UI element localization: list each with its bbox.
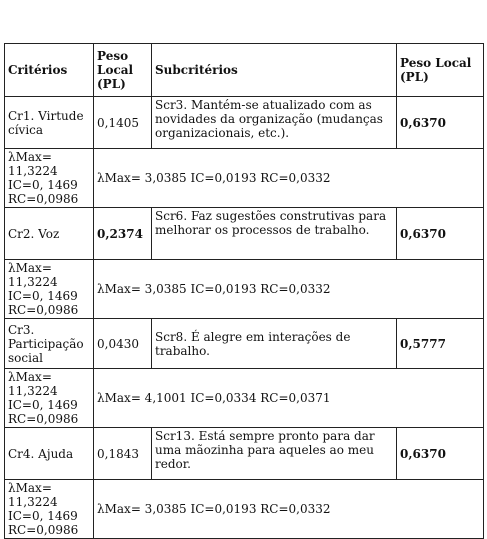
lambda-left-cell: λMax= 11,3224 IC=0, 1469 RC=0,0986 [5, 260, 94, 319]
lambda-row [5, 149, 484, 208]
subcriterio-cell: Scr8. É alegre em interações de trabalho. [152, 319, 397, 369]
criterio-cell: Cr3. Participação social [5, 319, 94, 369]
header-subcriterios: Subcritérios [152, 44, 397, 97]
table-row [5, 319, 484, 369]
peso-cell: 0,1843 [94, 428, 152, 480]
lambda-row [5, 369, 484, 428]
table-row [5, 428, 484, 480]
peso-sub-cell: 0,6370 [397, 208, 484, 260]
lambda-left-cell: λMax= 11,3224 IC=0, 1469 RC=0,0986 [5, 149, 94, 208]
lambda-row [5, 260, 484, 319]
lambda-left-cell: λMax= 11,3224 IC=0, 1469 RC=0,0986 [5, 369, 94, 428]
header-peso-local-sub: Peso Local (PL) [397, 44, 484, 97]
peso-cell: 0,0430 [94, 319, 152, 369]
header-row [5, 44, 484, 97]
table-row [5, 208, 484, 260]
lambda-right-cell: λMax= 3,0385 IC=0,0193 RC=0,0332 [94, 260, 484, 319]
peso-sub-cell: 0,6370 [397, 97, 484, 149]
peso-sub-cell: 0,6370 [397, 428, 484, 480]
peso-cell: 0,2374 [94, 208, 152, 260]
subcriterio-cell: Scr6. Faz sugestões construtivas para melhorar os processos de trabalho. [152, 208, 397, 260]
ahp-table [4, 43, 484, 539]
criterio-cell: Cr1. Virtude cívica [5, 97, 94, 149]
peso-cell: 0,1405 [94, 97, 152, 149]
subcriterio-cell: Scr13. Está sempre pronto para dar uma mãozinha para aqueles ao meu redor. [152, 428, 397, 480]
criterio-cell: Cr2. Voz [5, 208, 94, 260]
lambda-right-cell: λMax= 4,1001 IC=0,0334 RC=0,0371 [94, 369, 484, 428]
header-peso-local: Peso Local (PL) [94, 44, 152, 97]
table-row [5, 97, 484, 149]
subcriterio-cell: Scr3. Mantém-se atualizado com as novidades da organização (mudanças organizacionais, etc.). [152, 97, 397, 149]
criterio-cell: Cr4. Ajuda [5, 428, 94, 480]
peso-sub-cell: 0,5777 [397, 319, 484, 369]
lambda-left-cell: λMax= 11,3224 IC=0, 1469 RC=0,0986 [5, 480, 94, 539]
header-criterios: Critérios [5, 44, 94, 97]
lambda-right-cell: λMax= 3,0385 IC=0,0193 RC=0,0332 [94, 480, 484, 539]
lambda-right-cell: λMax= 3,0385 IC=0,0193 RC=0,0332 [94, 149, 484, 208]
lambda-row [5, 480, 484, 539]
